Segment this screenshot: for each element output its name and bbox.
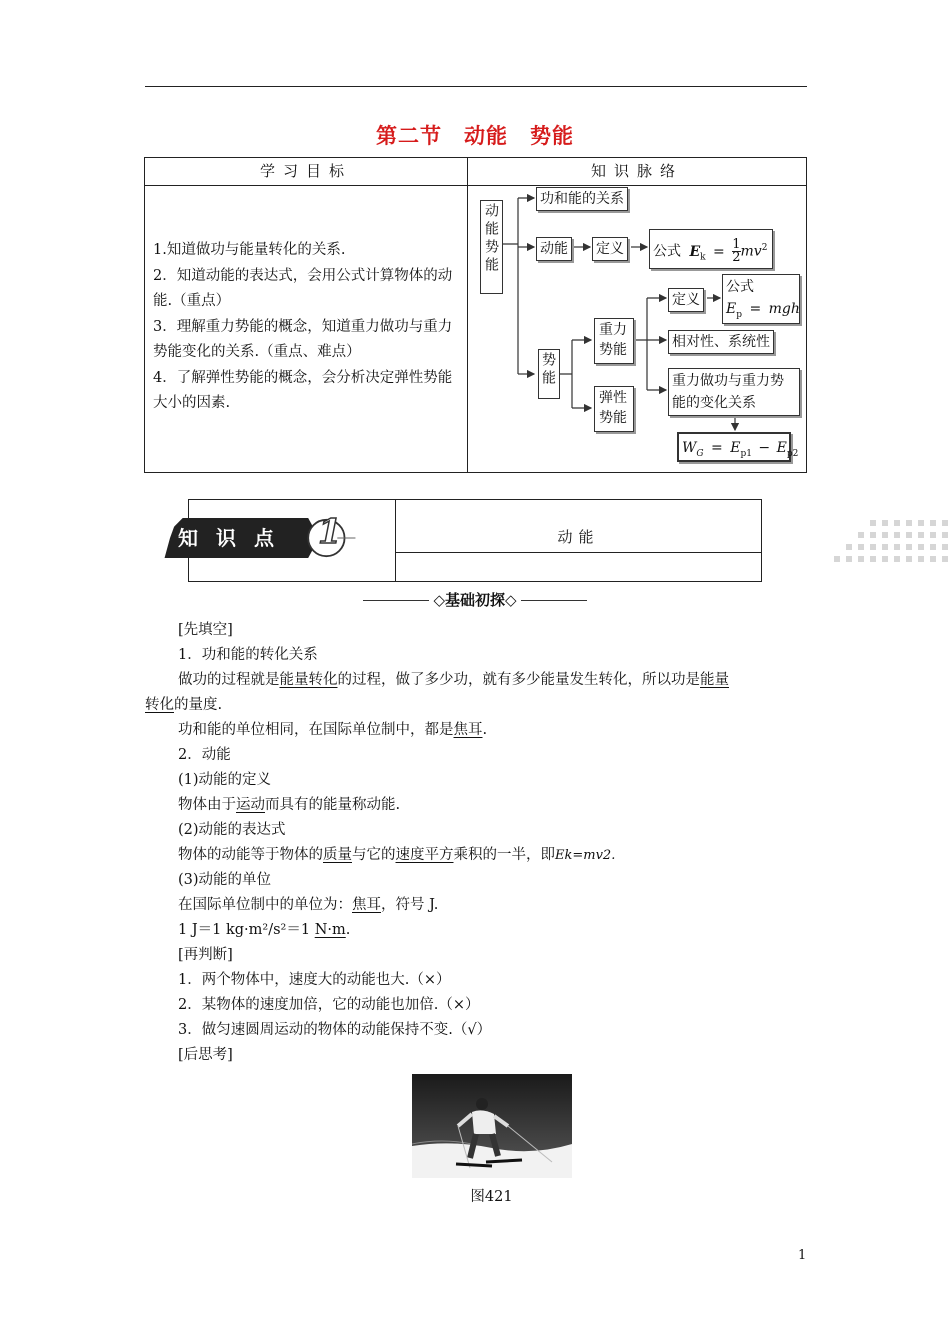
blank-answer: 焦耳 xyxy=(453,722,483,738)
goal-item: 1.知道做功与能量转化的关系. xyxy=(153,242,346,258)
work-energy-node: 功和能的关系 xyxy=(536,187,628,211)
item1-title: 1．功和能的转化关系 xyxy=(178,647,318,663)
blank-answer: 转化 xyxy=(145,697,174,713)
sub3-title: (3)动能的单位 xyxy=(178,872,272,888)
wg-formula-node: $W_G = E_{p1} - E_{p2}$ xyxy=(677,432,791,462)
ek-formula-node: 公式 $E_k$ = $\frac{1}{2}$ $mv^2$ xyxy=(649,229,773,269)
blank-answer: N·m xyxy=(314,922,346,938)
goal-item: 2．知道动能的表达式，会用公式计算物体的动能.（重点） xyxy=(153,267,453,309)
potential-node: 势能 xyxy=(538,349,560,399)
goal-item: 4．了解弹性势能的概念，会分析决定弹性势能大小的因素. xyxy=(153,369,453,411)
goal-item: 3．理解重力势能的概念，知道重力做功与重力势能变化的关系.（重点、难点） xyxy=(153,318,453,360)
sub3-text: 在国际单位制中的单位为：焦耳，符号 J. xyxy=(178,897,439,913)
decorative-dots xyxy=(830,516,950,576)
item2-title: 2．动能 xyxy=(178,747,231,763)
knowledge-point-number: 1 xyxy=(318,512,342,552)
relativity-node: 相对性、系统性 xyxy=(668,330,774,354)
blank-answer: 质量 xyxy=(323,847,352,863)
gravity-work-node: 重力做功与重力势能的变化关系 xyxy=(668,368,800,416)
judge-heading: [再判断] xyxy=(178,947,233,963)
sub2-title: (2)动能的表达式 xyxy=(178,822,286,838)
elastic-pe-node: 弹性势能 xyxy=(594,386,634,432)
pe-definition-node: 定义 xyxy=(668,288,704,312)
fill-blank-heading: [先填空] xyxy=(178,622,233,638)
sub2-text: 物体的动能等于物体的质量与它的速度平方乘积的一半，即Ek=mv2. xyxy=(178,847,616,863)
think-heading: [后思考] xyxy=(178,1047,233,1063)
blank-answer: 运动 xyxy=(236,797,265,813)
section-label: 基础初探 xyxy=(444,591,505,609)
blank-answer: 焦耳 xyxy=(352,897,381,913)
item1-paragraph: 做功的过程就是能量转化的过程，做了多少功，就有多少能量发生转化，所以功是能量 xyxy=(178,672,729,688)
knowledge-point-title: 动能 xyxy=(557,528,600,546)
pe-formula-label: 公式 xyxy=(726,279,754,295)
definition-node: 定义 xyxy=(592,237,628,261)
sub3-equation: 1 J＝1 kg·m²/s²＝1 N·m. xyxy=(178,922,351,938)
judge-item: 1．两个物体中，速度大的动能也大.（×） xyxy=(178,972,451,988)
item1-paragraph-cont: 转化的量度. xyxy=(145,697,223,713)
section-number: 第二节 xyxy=(376,123,442,148)
title-kinetic: 动能 xyxy=(464,123,508,148)
formula-label: 公式 xyxy=(653,243,681,260)
ep-formula-node: 公式 $E_p$ = mgh xyxy=(722,274,800,324)
blank-answer: 能量转化 xyxy=(279,672,338,688)
knowledge-mindmap xyxy=(0,0,950,480)
sub1-text: 物体由于运动而具有的能量称动能. xyxy=(178,797,401,813)
knowledge-map-header: 知识脉络 xyxy=(590,162,683,180)
sub1-title: (1)动能的定义 xyxy=(178,772,272,788)
item1-unit: 功和能的单位相同，在国际单位制中，都是焦耳. xyxy=(178,722,488,738)
blank-answer: 能量 xyxy=(700,672,729,688)
skier-photo xyxy=(412,1074,572,1178)
judge-item: 2．某物体的速度加倍，它的动能也加倍.（×） xyxy=(178,997,480,1013)
ek-formula-inline: Ek=mv2. xyxy=(555,848,616,863)
kinetic-node: 动能 xyxy=(536,237,572,261)
gravity-pe-node: 重力势能 xyxy=(594,318,634,364)
mindmap-connectors xyxy=(0,0,950,480)
judge-item: 3．做匀速圆周运动的物体的动能保持不变.（√） xyxy=(178,1022,492,1038)
knowledge-point-label: 知识点 xyxy=(178,526,292,550)
title-potential: 势能 xyxy=(530,123,574,148)
root-node: 动能势能 xyxy=(480,200,503,294)
content-body xyxy=(145,618,807,1068)
blank-answer: 速度平方 xyxy=(395,847,454,863)
page-number: 1 xyxy=(798,1248,807,1263)
figure-caption: 图421 xyxy=(470,1189,513,1205)
learning-goals-header: 学习目标 xyxy=(259,162,352,180)
section-divider: ◇基础初探◇ xyxy=(0,589,950,610)
